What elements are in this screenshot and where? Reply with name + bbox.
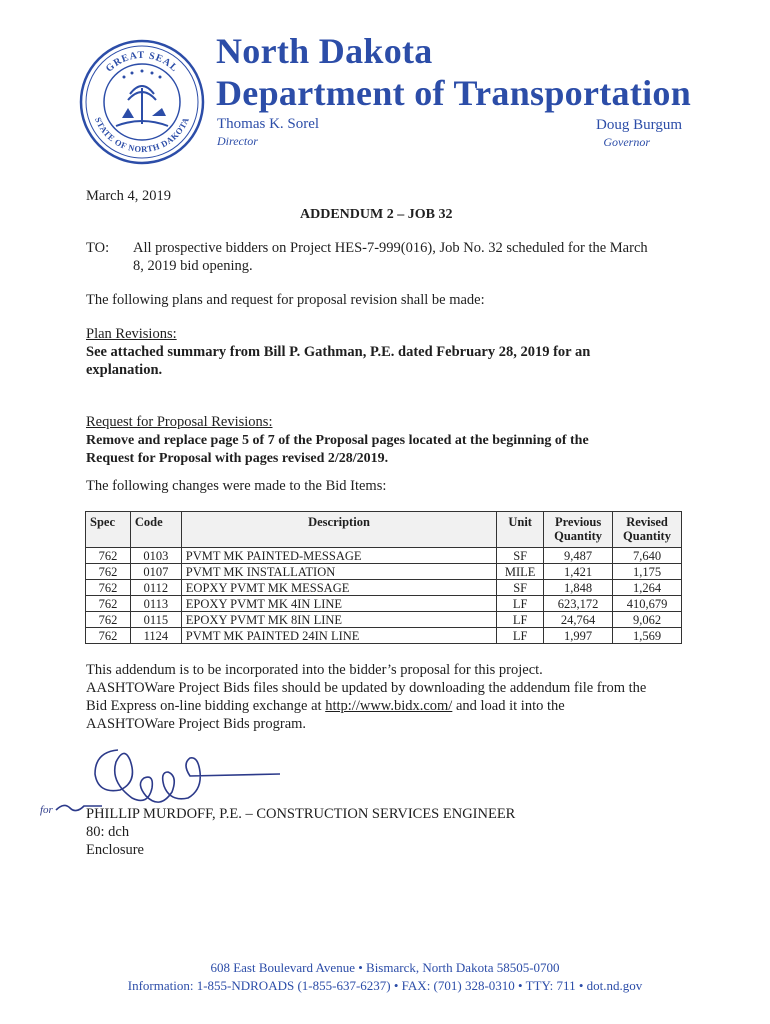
cell-previous: 623,172	[544, 596, 613, 612]
header-spec: Spec	[86, 512, 131, 548]
enclosure-note: Enclosure	[86, 842, 144, 858]
cell-description: PVMT MK PAINTED 24IN LINE	[181, 628, 496, 644]
seal-bottom-text: STATE OF NORTH DAKOTA	[92, 115, 192, 155]
director-name: Thomas K. Sorel	[217, 116, 320, 132]
header-unit: Unit	[497, 512, 544, 548]
director-title: Director	[217, 134, 258, 148]
rfp-revisions-title: Request for Proposal Revisions:	[86, 414, 273, 430]
cell-previous: 1,997	[544, 628, 613, 644]
cell-previous: 1,848	[544, 580, 613, 596]
cell-description: EPOXY PVMT MK 4IN LINE	[181, 596, 496, 612]
cell-description: PVMT MK INSTALLATION	[181, 564, 496, 580]
cell-unit: LF	[497, 628, 544, 644]
table-row	[86, 612, 682, 628]
governor-name: Doug Burgum	[596, 117, 682, 133]
header-previous-quantity	[544, 512, 613, 548]
cell-revised: 410,679	[613, 596, 682, 612]
seal-top-text: GREAT SEAL	[103, 49, 181, 75]
cell-unit: LF	[497, 612, 544, 628]
cell-unit: MILE	[497, 564, 544, 580]
cell-revised: 1,175	[613, 564, 682, 580]
changes-intro: The following changes were made to the Bid Items:	[86, 478, 387, 494]
state-seal-icon	[78, 38, 206, 166]
header-previous-quantity-label: Quantity	[554, 529, 603, 543]
signer-initials: 80: dch	[86, 824, 130, 840]
to-label: TO:	[86, 240, 110, 256]
header-description: Description	[181, 512, 496, 548]
org-name-line1: North Dakota	[216, 31, 433, 71]
closing-line-4: AASHTOWare Project Bids program.	[86, 716, 307, 732]
letter-date: March 4, 2019	[86, 188, 171, 204]
org-name-line2: Department of Transportation	[216, 73, 692, 113]
cell-revised: 9,062	[613, 612, 682, 628]
signer-name: PHILLIP MURDOFF, P.E. – CONSTRUCTION SERVICES ENGINEER	[86, 806, 516, 822]
cell-spec: 762	[86, 628, 131, 644]
cell-spec: 762	[86, 564, 131, 580]
cell-previous: 24,764	[544, 612, 613, 628]
cell-code: 1124	[130, 628, 181, 644]
rfp-revisions-line-2: Request for Proposal with pages revised 2/28/2019.	[86, 451, 389, 466]
cell-revised: 1,264	[613, 580, 682, 596]
plan-revisions-title: Plan Revisions:	[86, 326, 177, 342]
plan-revisions-line-2: explanation.	[86, 362, 163, 378]
header-revised-quantity	[613, 512, 682, 548]
closing-line-3-pre: Bid Express on-line bidding exchange at	[86, 698, 326, 714]
addendum-heading: ADDENDUM 2 – JOB 32	[300, 207, 453, 222]
cell-description: EPOXY PVMT MK 8IN LINE	[181, 612, 496, 628]
cell-code: 0107	[130, 564, 181, 580]
table-row	[86, 580, 682, 596]
bid-items-table	[85, 511, 682, 644]
cell-spec: 762	[86, 548, 131, 564]
footer-contact: Information: 1-855-NDROADS (1-855-637-6237) • FAX: (701) 328-0310 • TTY: 711 • dot.nd.gov	[127, 978, 643, 993]
bidx-link[interactable]: http://www.bidx.com/	[325, 698, 453, 714]
table-header-row	[86, 512, 682, 548]
cell-revised: 7,640	[613, 548, 682, 564]
cell-previous: 9,487	[544, 548, 613, 564]
closing-line-3	[86, 698, 565, 715]
closing-line-3-post: and load it into the	[452, 698, 565, 714]
header-code: Code	[130, 512, 181, 548]
closing-line-1: This addendum is to be incorporated into the bidder’s proposal for this project.	[86, 662, 543, 678]
to-line-1: All prospective bidders on Project HES-7-999(016), Job No. 32 scheduled for the March	[133, 240, 648, 256]
footer-address: 608 East Boulevard Avenue • Bismarck, North Dakota 58505-0700	[210, 960, 560, 975]
cell-code: 0113	[130, 596, 181, 612]
cell-description: PVMT MK PAINTED-MESSAGE	[181, 548, 496, 564]
cell-spec: 762	[86, 612, 131, 628]
intro-text: The following plans and request for proposal revision shall be made:	[86, 292, 485, 308]
rfp-revisions-line-1: Remove and replace page 5 of 7 of the Proposal pages located at the beginning of the	[86, 433, 589, 448]
cell-code: 0115	[130, 612, 181, 628]
cell-revised: 1,569	[613, 628, 682, 644]
plan-revisions-line-1: See attached summary from Bill P. Gathman, P.E. dated February 28, 2019 for an	[86, 344, 591, 360]
governor-title: Governor	[603, 135, 650, 149]
closing-line-2: AASHTOWare Project Bids files should be updated by downloading the addendum file from the	[86, 680, 647, 696]
cell-unit: LF	[497, 596, 544, 612]
cell-spec: 762	[86, 596, 131, 612]
cell-code: 0103	[130, 548, 181, 564]
cell-unit: SF	[497, 548, 544, 564]
cell-spec: 762	[86, 580, 131, 596]
cell-unit: SF	[497, 580, 544, 596]
signature-for-mark: for	[40, 804, 53, 816]
header-previous-label: Previous	[554, 515, 602, 529]
table-row	[86, 548, 682, 564]
table-row	[86, 596, 682, 612]
cell-description: EOPXY PVMT MK MESSAGE	[181, 580, 496, 596]
cell-code: 0112	[130, 580, 181, 596]
header-revised-quantity-label: Quantity	[623, 529, 671, 543]
table-row	[86, 564, 682, 580]
to-line-2: 8, 2019 bid opening.	[133, 258, 253, 274]
header-revised-label: Revised	[626, 515, 668, 529]
table-row	[86, 628, 682, 644]
cell-previous: 1,421	[544, 564, 613, 580]
